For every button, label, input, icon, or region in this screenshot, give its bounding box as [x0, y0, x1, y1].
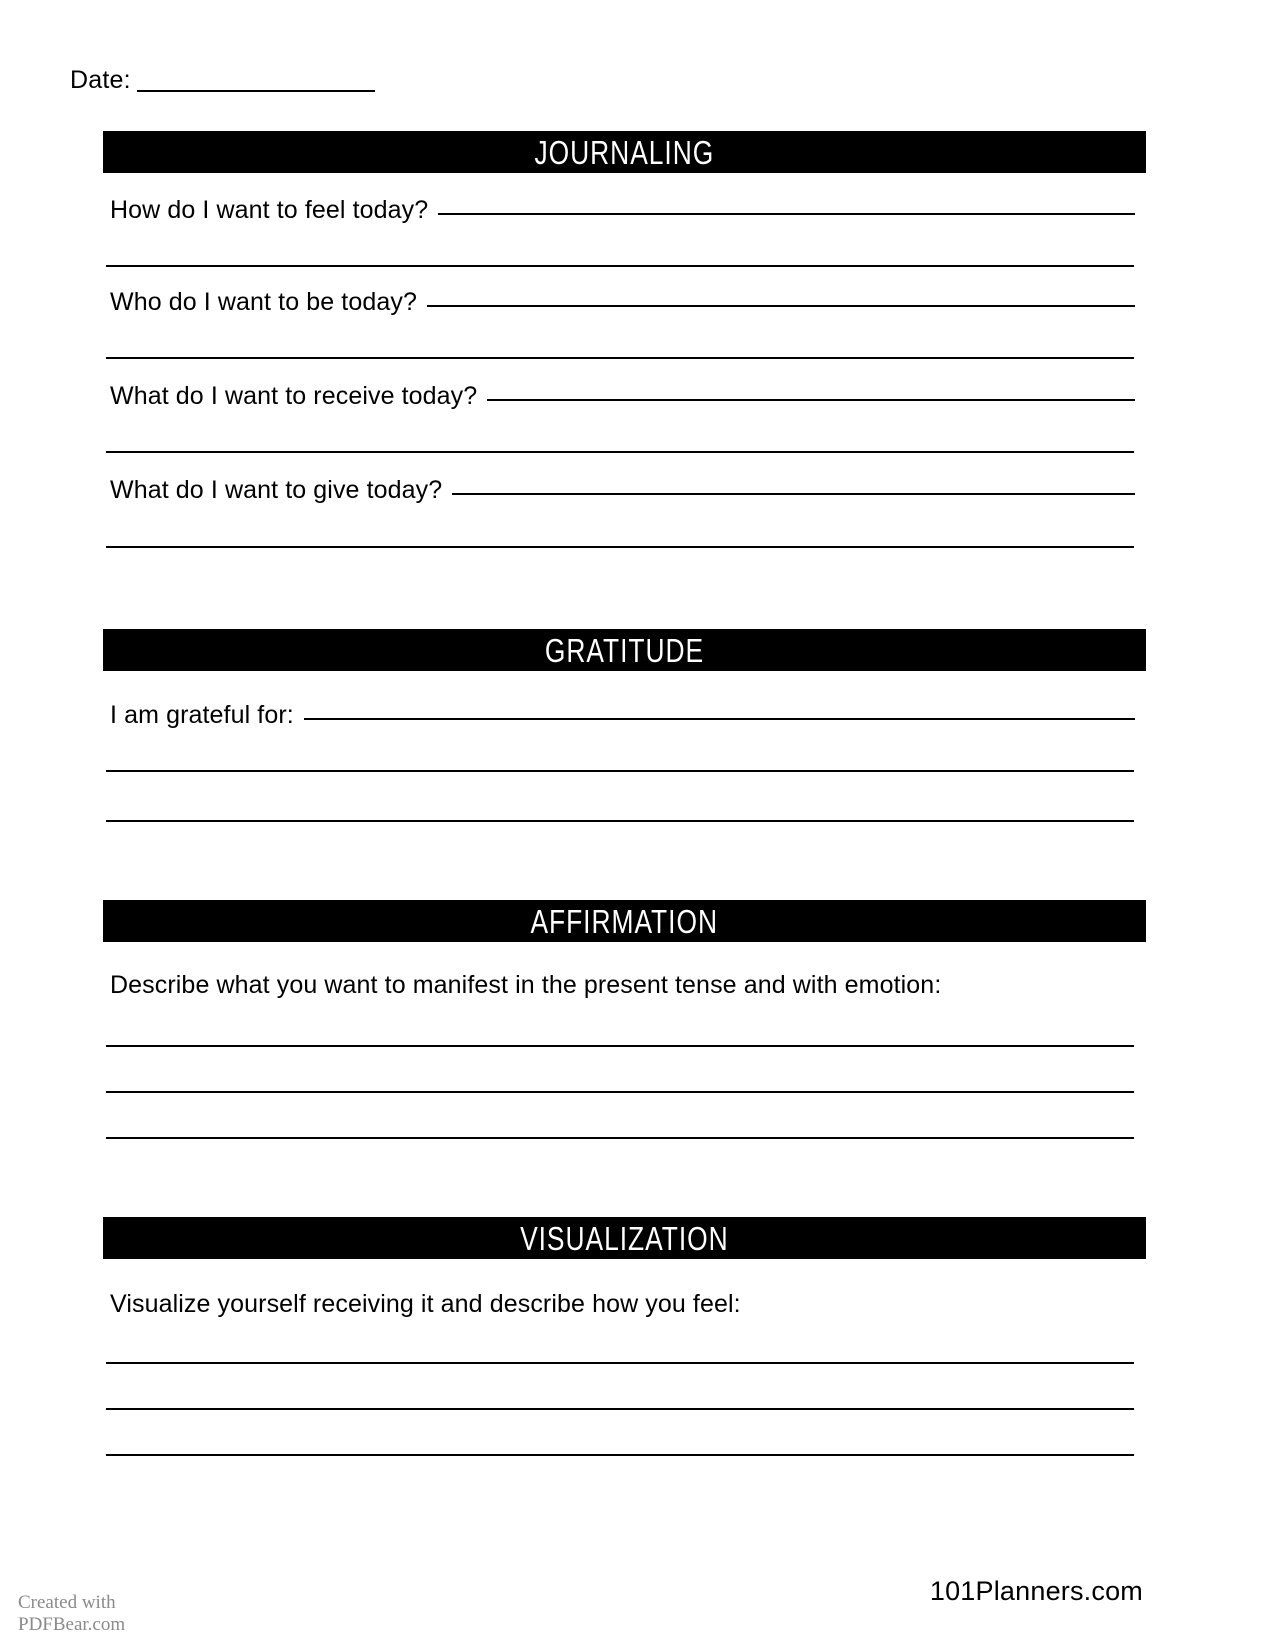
- write-line-gratitude-1[interactable]: [304, 717, 1135, 720]
- write-line-gratitude-2[interactable]: [106, 770, 1134, 772]
- prompt-row-give-today: [110, 478, 1135, 503]
- section-title-affirmation: AFFIRMATION: [530, 902, 719, 940]
- section-title-gratitude: GRATITUDE: [544, 631, 705, 669]
- write-line-affirmation-3[interactable]: [106, 1137, 1134, 1139]
- prompt-row-feel-today: [110, 198, 1135, 223]
- date-label: Date:: [70, 66, 131, 94]
- write-line-feel-today-1[interactable]: [438, 212, 1135, 215]
- brand-label: 101Planners.com: [929, 1576, 1143, 1606]
- prompt-label-grateful-for: I am grateful for:: [110, 701, 294, 729]
- write-line-be-today-1[interactable]: [427, 304, 1135, 307]
- write-line-give-today-1[interactable]: [452, 492, 1135, 495]
- section-banner-gratitude: [103, 629, 1146, 671]
- created-with-line-2: PDFBear.com: [18, 1614, 126, 1636]
- section-title-journaling: JOURNALING: [534, 133, 715, 171]
- section-title-visualization: VISUALIZATION: [520, 1219, 729, 1257]
- write-line-receive-today-1[interactable]: [487, 398, 1135, 401]
- prompt-label-be-today: Who do I want to be today?: [110, 288, 417, 316]
- write-line-visualization-2[interactable]: [106, 1408, 1134, 1410]
- section-banner-visualization: [103, 1217, 1146, 1259]
- date-input-blank[interactable]: [137, 70, 375, 92]
- write-line-visualization-1[interactable]: [106, 1362, 1134, 1364]
- instruction-visualization: Visualize yourself receiving it and describe how you feel:: [110, 1290, 741, 1318]
- write-line-affirmation-1[interactable]: [106, 1045, 1134, 1047]
- date-row: [70, 68, 375, 93]
- instruction-affirmation: Describe what you want to manifest in the present tense and with emotion:: [110, 971, 942, 999]
- prompt-label-receive-today: What do I want to receive today?: [110, 382, 478, 410]
- section-banner-affirmation: [103, 900, 1146, 942]
- write-line-affirmation-2[interactable]: [106, 1091, 1134, 1093]
- write-line-visualization-3[interactable]: [106, 1454, 1134, 1456]
- write-line-gratitude-3[interactable]: [106, 820, 1134, 822]
- prompt-row-grateful-for: [110, 703, 1135, 728]
- write-line-give-today-2[interactable]: [106, 546, 1134, 548]
- created-with-line-1: Created with: [18, 1592, 116, 1613]
- prompt-label-give-today: What do I want to give today?: [110, 476, 443, 504]
- prompt-row-be-today: [110, 290, 1135, 315]
- created-with-watermark: [18, 1592, 125, 1637]
- write-line-feel-today-2[interactable]: [106, 265, 1134, 267]
- write-line-be-today-2[interactable]: [106, 357, 1134, 359]
- prompt-row-receive-today: [110, 384, 1135, 409]
- prompt-label-feel-today: How do I want to feel today?: [110, 196, 429, 224]
- write-line-receive-today-2[interactable]: [106, 451, 1134, 453]
- section-banner-journaling: [103, 131, 1146, 173]
